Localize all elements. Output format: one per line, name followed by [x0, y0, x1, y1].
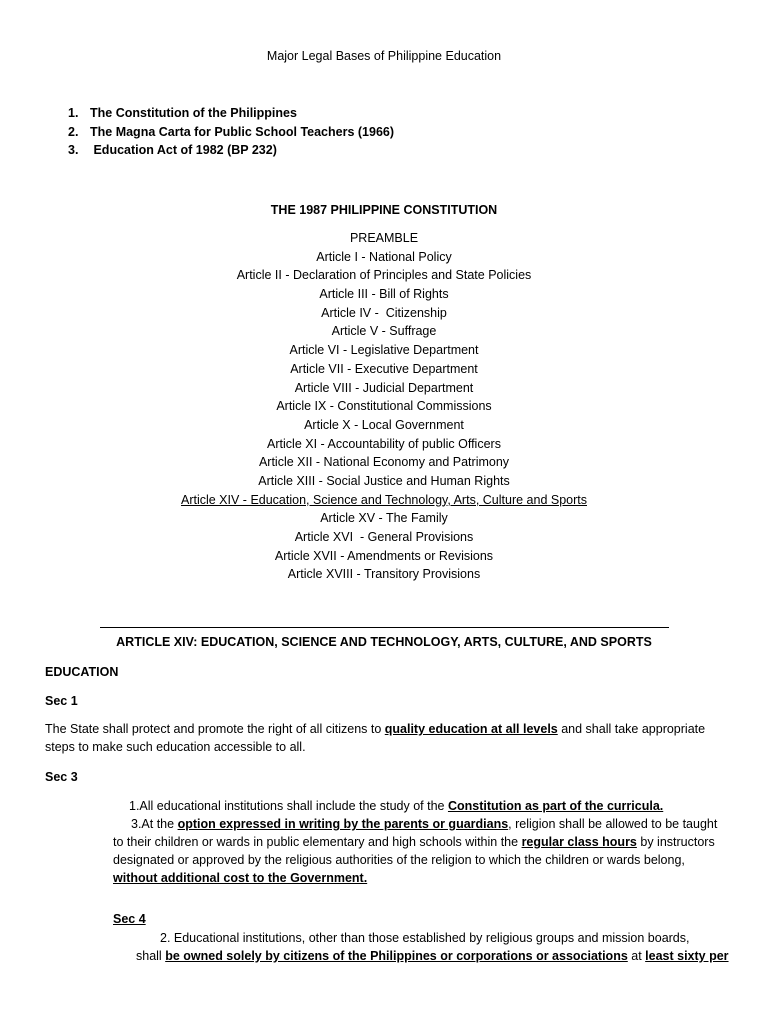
list-text: Education Act of 1982 (BP 232) [90, 143, 277, 157]
article-item: Article I - National Policy [316, 249, 452, 264]
sec4-text: shall [136, 949, 166, 963]
sec1-text: The State shall protect and promote the right of all citizens to [45, 722, 385, 736]
list-number: 3. [68, 143, 79, 157]
sec3-item3-emphasis-3: without additional cost to the Government. [113, 871, 368, 885]
article-item: Article X - Local Government [304, 417, 464, 432]
divider-line [100, 627, 669, 628]
article-item: Article V - Suffrage [331, 324, 437, 339]
constitution-heading: THE 1987 PHILIPPINE CONSTITUTION [270, 203, 498, 217]
section-label-sec4: Sec 4 [113, 912, 146, 926]
sec3-item3-text-2: , religion shall be allowed to be taught to their children or wards in public elementary and high schools within the [113, 817, 718, 849]
preamble-label: PREAMBLE [349, 231, 419, 245]
sec4-line-2 [136, 947, 736, 965]
list-item [68, 104, 394, 123]
article-item: Article IX - Constitutional Commissions [276, 399, 492, 414]
list-number: 1. [68, 106, 79, 120]
sec1-paragraph [45, 720, 725, 756]
sec4-line-1: 2. Educational institutions, other than those established by religious groups and mission boards, [160, 931, 690, 945]
sec3-item3-emphasis-1: option expressed in writing by the parents or guardians [177, 817, 509, 831]
sec3-item-1 [113, 797, 725, 815]
sec4-text-2: at [627, 949, 646, 963]
article-item: Article IV - Citizenship [321, 305, 447, 320]
article-item: Article XVI - General Provisions [294, 530, 474, 544]
document-title: Major Legal Bases of Philippine Education [266, 49, 502, 63]
sec4-emphasis-1: be owned solely by citizens of the Philippines or corporations or associations [165, 949, 628, 963]
article-item: Article XI - Accountability of public Officers [267, 436, 501, 451]
article-item: Article VI - Legislative Department [289, 343, 479, 358]
article-item-highlighted: Article XIV - Education, Science and Technology, Arts, Culture and Sports [180, 492, 587, 507]
legal-bases-list [68, 104, 394, 160]
sec3-item3-text-3: by instructors designated or approved by the religious authorities of the religion to which the children or wards belong, [113, 835, 715, 867]
sec1-text-continued: and shall take appropriate steps to make such education accessible to all. [45, 722, 706, 754]
article-item: Article VIII - Judicial Department [294, 380, 474, 395]
sec3-item1-text: 1.All educational institutions shall include the study of the [129, 799, 448, 813]
article-item: Article III - Bill of Rights [319, 287, 449, 302]
sec3-item-3 [113, 815, 725, 887]
list-text: The Constitution of the Philippines [90, 106, 297, 120]
article-item: Article XII - National Economy and Patrimony [258, 455, 510, 470]
list-item [68, 141, 394, 160]
sec4-paragraph [136, 929, 736, 965]
article14-heading: ARTICLE XIV: EDUCATION, SCIENCE AND TECHNOLOGY, ARTS, CULTURE, AND SPORTS [116, 635, 652, 649]
sec3-item1-emphasis: Constitution as part of the curricula. [447, 799, 664, 813]
article-item: Article XIII - Social Justice and Human Rights [258, 473, 510, 488]
sec1-emphasis: quality education at all levels [384, 722, 558, 736]
section-label-sec1: Sec 1 [45, 694, 78, 708]
sec3-paragraph [113, 797, 725, 887]
section-label-education: EDUCATION [45, 665, 119, 679]
list-number: 2. [68, 124, 79, 139]
list-item [68, 123, 394, 142]
article-item: Article XVIII - Transitory Provisions [287, 567, 481, 582]
article-item: Article VII - Executive Department [290, 361, 478, 376]
sec4-emphasis-2: least sixty per [645, 949, 729, 963]
section-label-sec3: Sec 3 [45, 770, 78, 784]
article-item: Article XVII - Amendments or Revisions [274, 548, 494, 563]
article-item: Article XV - The Family [320, 511, 448, 526]
articles-list [0, 229, 768, 584]
article-item: Article II - Declaration of Principles and State Policies [236, 268, 532, 283]
sec3-item3-text: 3.At the [131, 817, 178, 831]
sec3-item3-emphasis-2: regular class hours [521, 835, 637, 849]
list-text: The Magna Carta for Public School Teachers (1966) [90, 124, 395, 139]
